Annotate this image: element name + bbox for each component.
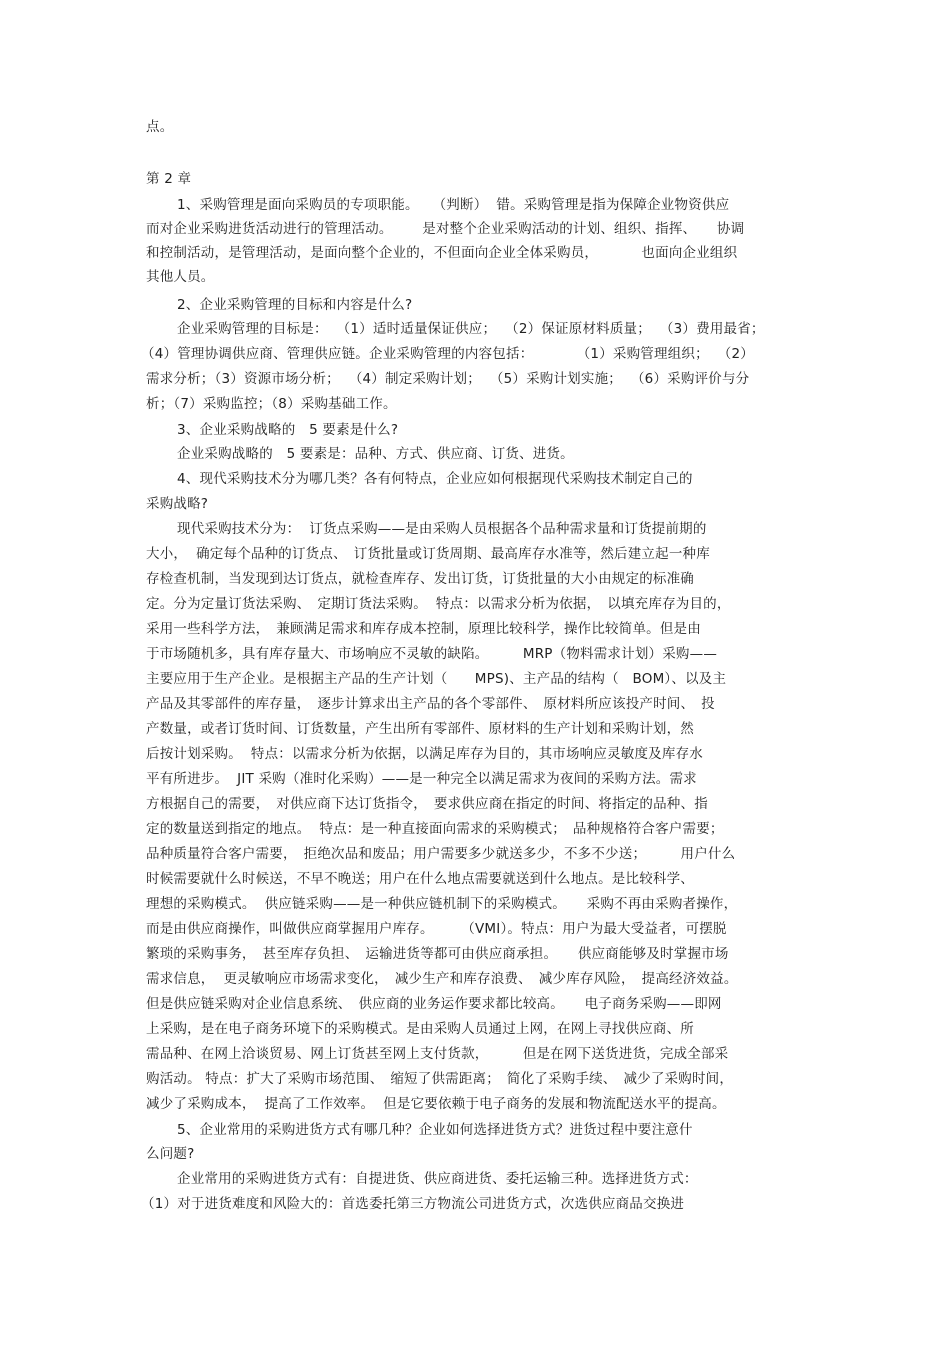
text-line: 繁琐的采购事务， 甚至库存负担、 运输进货等都可由供应商承担。 供应商能够及时掌握市场 <box>146 946 729 962</box>
text-line: 理想的采购模式。 供应链采购——是一种供应链机制下的采购模式。 采购不再由采购者操作， <box>146 896 738 912</box>
text-line: 上采购，是在电子商务环境下的采购模式。是由采购人员通过上网，在网上寻找供应商、所 <box>146 1021 694 1037</box>
text-line: 需品种、在网上洽谈贸易、网上订货甚至网上支付货款， 但是在网下送货进货，完成全部采 <box>146 1046 729 1062</box>
text-line: 主要应用于生产企业。是根据主产品的生产计划（ MPS)、主产品的结构（ BOM）、以及主 <box>146 671 727 687</box>
text-line: 而是由供应商操作，叫做供应商掌握用户库存。 （VMI）。特点：用户为最大受益者，可摆脱 <box>146 921 727 937</box>
text-line: 么问题? <box>146 1146 195 1162</box>
text-line: （4）管理协调供应商、管理供应链。企业采购管理的内容包括： （1）采购管理组织； （2） <box>141 346 754 362</box>
text-line: 现代采购技术分为： 订货点采购——是由采购人员根据各个品种需求量和订货提前期的 <box>177 521 707 537</box>
text-line: 析；（7）采购监控；（8）采购基础工作。 <box>146 396 397 412</box>
text-line: 存检查机制，当发现到达订货点，就检查库存、发出订货，订货批量的大小由规定的标准确 <box>146 571 694 587</box>
text-line: 企业常用的采购进货方式有：自提进货、供应商进货、委托运输三种。选择进货方式： <box>177 1171 698 1187</box>
text-line: 需求分析；（3）资源市场分析； （4）制定采购计划； （5）采购计划实施； （6）采购评价与分 <box>146 371 750 387</box>
text-line: 减少了采购成本， 提高了工作效率。 但是它要依赖于电子商务的发展和物流配送水平的提高。 <box>146 1096 726 1112</box>
text-line: 购活动。 特点：扩大了采购市场范围、 缩短了供需距离； 简化了采购手续、 减少了采购时间， <box>146 1071 734 1087</box>
question-line: 1、采购管理是面向采购员的专项职能。 （判断） 错。采购管理是指为保障企业物资供应 <box>177 197 730 213</box>
text-line: 采购战略? <box>146 496 209 512</box>
text-line: （1）对于进货难度和风险大的：首选委托第三方物流公司进货方式，次选供应商品交换进 <box>141 1196 685 1212</box>
text-line: 需求信息， 更灵敏响应市场需求变化， 减少生产和库存浪费、 减少库存风险， 提高经济效益。 <box>146 971 738 987</box>
text-line: 平有所进步。 JIT 采购（准时化采购）——是一种完全以满足需求为夜间的采购方法。需求 <box>146 771 697 787</box>
text-line: 后按计划采购。 特点：以需求分析为依据，以满足库存为目的，其市场响应灵敏度及库存水 <box>146 746 703 762</box>
text-line: 定的数量送到指定的地点。 特点：是一种直接面向需求的采购模式； 品种规格符合客户需要； <box>146 821 724 837</box>
text-line: 点。 <box>146 119 174 135</box>
question-line: 5、企业常用的采购进货方式有哪几种？企业如何选择进货方式？进货过程中要注意什 <box>177 1122 693 1138</box>
text-line: 大小， 确定每个品种的订货点、 订货批量或订货周期、最高库存水准等，然后建立起一种库 <box>146 546 710 562</box>
text-line: 其他人员。 <box>146 269 215 285</box>
text-line: 而对企业采购进货活动进行的管理活动。 是对整个企业采购活动的计划、组织、指挥、 协调 <box>146 221 745 237</box>
question-line: 3、企业采购战略的 5 要素是什么? <box>177 422 399 438</box>
text-line: 但是供应链采购对企业信息系统、 供应商的业务运作要求都比较高。 电子商务采购——即网 <box>146 996 722 1012</box>
text-line: 时候需要就什么时候送，不早不晚送；用户在什么地点需要就送到什么地点。是比较科学、 <box>146 871 694 887</box>
text-line: 于市场随机多，具有库存量大、市场响应不灵敏的缺陷。 MRP（物料需求计划）采购—— <box>146 646 718 662</box>
text-line: 企业采购管理的目标是： （1）适时适量保证供应； （2）保证原材料质量； （3）费用最省； <box>177 321 765 337</box>
text-line: 和控制活动，是管理活动，是面向整个企业的，不但面向企业全体采购员， 也面向企业组织 <box>146 245 738 261</box>
text-line: 采用一些科学方法， 兼顾满足需求和库存成本控制，原理比较科学，操作比较简单。但是由 <box>146 621 701 637</box>
text-line: 产品及其零部件的库存量， 逐步计算求出主产品的各个零部件、 原材料所应该投产时间、 投 <box>146 696 715 712</box>
question-line: 2、企业采购管理的目标和内容是什么? <box>177 297 413 313</box>
question-line: 4、现代采购技术分为哪几类？各有何特点，企业应如何根据现代采购技术制定自己的 <box>177 471 693 487</box>
text-line: 方根据自己的需要， 对供应商下达订货指令， 要求供应商在指定的时间、将指定的品种、指 <box>146 796 708 812</box>
text-line: 品种质量符合客户需要， 拒绝次品和废品；用户需要多少就送多少，不多不少送； 用户什么 <box>146 846 736 862</box>
text-line: 产数量，或者订货时间、订货数量，产生出所有零部件、原材料的生产计划和采购计划，然 <box>146 721 694 737</box>
text-line: 定。分为定量订货法采购、 定期订货法采购。 特点：以需求分析为依据， 以填充库存为目的， <box>146 596 731 612</box>
chapter-heading: 第 2 章 <box>146 171 192 187</box>
text-line: 企业采购战略的 5 要素是：品种、方式、供应商、订货、进货。 <box>177 446 574 462</box>
